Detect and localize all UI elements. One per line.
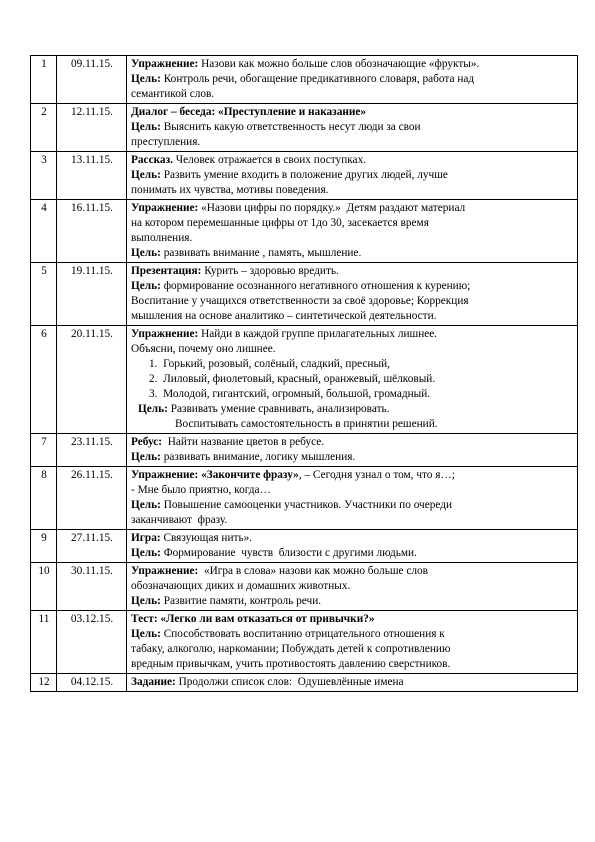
line-text: Формирование чувств близости с другими людьми. <box>160 547 417 559</box>
row-number: 11 <box>31 611 57 674</box>
row-date: 30.11.15. <box>57 563 127 611</box>
line-text: Человек отражается в своих поступках. <box>172 154 367 166</box>
description-line <box>131 216 574 231</box>
line-text: Назови как можно больше слов обозначающие «фрукты». <box>198 58 480 70</box>
description-line <box>131 579 574 594</box>
row-date: 20.11.15. <box>57 326 127 434</box>
description-line <box>131 642 574 657</box>
description-line <box>131 327 574 342</box>
description-line <box>131 264 574 279</box>
table-row <box>31 530 578 563</box>
description-line <box>131 657 574 672</box>
line-text: преступления. <box>131 136 201 148</box>
table-row <box>31 56 578 104</box>
description-line <box>131 246 574 261</box>
line-text: 1. Горький, розовый, солёный, сладкий, пресный, <box>149 358 390 370</box>
description-line <box>131 675 574 690</box>
description-line <box>131 402 574 417</box>
description-line <box>131 564 574 579</box>
description-line <box>131 468 574 483</box>
line-label: Цель: <box>131 121 161 133</box>
line-label: Цель: <box>138 403 168 415</box>
table-row <box>31 434 578 467</box>
row-number: 3 <box>31 152 57 200</box>
line-label: Цель: <box>131 499 161 511</box>
line-label: Задание: <box>131 676 176 688</box>
description-line <box>131 201 574 216</box>
line-text: развивать внимание , память, мышление. <box>160 247 362 259</box>
description-line <box>131 546 574 561</box>
table-row <box>31 200 578 263</box>
row-date: 13.11.15. <box>57 152 127 200</box>
table-row <box>31 104 578 152</box>
table-row <box>31 467 578 530</box>
row-description <box>127 530 578 563</box>
line-label: Цель: <box>131 169 161 181</box>
row-number: 6 <box>31 326 57 434</box>
line-label: Ребус: <box>131 436 163 448</box>
line-label: Цель: <box>131 547 161 559</box>
line-text: Найти название цветов в ребусе. <box>162 436 325 448</box>
lesson-plan-body <box>31 56 578 692</box>
table-row <box>31 263 578 326</box>
row-description <box>127 152 578 200</box>
line-label: Презентация: <box>131 265 202 277</box>
line-text: Связующая нить». <box>160 532 253 544</box>
table-row <box>31 326 578 434</box>
lesson-plan-table <box>30 55 578 692</box>
line-text: Контроль речи, обогащение предикативного словаря, работа над <box>160 73 475 85</box>
line-label: Цель: <box>131 451 161 463</box>
description-line <box>131 57 574 72</box>
description-line <box>131 183 574 198</box>
description-line <box>131 342 574 357</box>
table-row <box>31 152 578 200</box>
line-label: Упражнение: «Закончите фразу» <box>131 469 299 481</box>
line-text: Развить умение входить в положение других людей, лучше <box>160 169 448 181</box>
line-text: Воспитывать самостоятельность в принятии решений. <box>175 418 438 430</box>
row-number: 5 <box>31 263 57 326</box>
row-description <box>127 467 578 530</box>
description-line <box>131 513 574 528</box>
description-line <box>131 135 574 150</box>
row-number: 1 <box>31 56 57 104</box>
description-line <box>131 168 574 183</box>
line-text: «Назови цифры по порядку.» Детям раздают материал <box>198 202 466 214</box>
row-description <box>127 326 578 434</box>
description-line <box>131 120 574 135</box>
line-label: Упражнение: <box>131 565 199 577</box>
row-date: 19.11.15. <box>57 263 127 326</box>
line-text: Повышение самооценки участников. Участники по очереди <box>160 499 453 511</box>
description-line <box>131 279 574 294</box>
line-label: Цель: <box>131 247 161 259</box>
line-text: Найди в каждой группе прилагательных лишнее. <box>198 328 438 340</box>
line-text: Развитие памяти, контроль речи. <box>160 595 322 607</box>
line-text: Воспитание у учащихся ответственности за своё здоровье; Коррекция <box>131 295 469 307</box>
description-line <box>131 372 574 387</box>
line-label: Тест: «Легко ли вам отказаться от привычки?» <box>131 613 375 625</box>
description-line <box>131 294 574 309</box>
row-description <box>127 104 578 152</box>
line-text: Развивать умение сравнивать, анализировать. <box>167 403 390 415</box>
line-text: Объясни, почему оно лишнее. <box>131 343 276 355</box>
line-label: Упражнение: <box>131 58 199 70</box>
line-text: табаку, алкоголю, наркомании; Побуждать детей к сопротивлению <box>131 643 451 655</box>
description-line <box>131 231 574 246</box>
description-line <box>131 531 574 546</box>
description-line <box>131 153 574 168</box>
description-line <box>131 483 574 498</box>
line-text: на котором перемешанные цифры от 1до 30, засекается время <box>131 217 429 229</box>
line-label: Диалог – беседа: «Преступление и наказание» <box>131 106 367 118</box>
description-line <box>131 417 574 432</box>
description-line <box>131 435 574 450</box>
row-number: 7 <box>31 434 57 467</box>
line-text: выполнения. <box>131 232 193 244</box>
row-date: 27.11.15. <box>57 530 127 563</box>
row-date: 12.11.15. <box>57 104 127 152</box>
line-text: - Мне было приятно, когда… <box>131 484 271 496</box>
table-row <box>31 563 578 611</box>
line-text: развивать внимание, логику мышления. <box>160 451 356 463</box>
line-text: Способствовать воспитанию отрицательного отношения к <box>160 628 445 640</box>
row-date: 26.11.15. <box>57 467 127 530</box>
row-description <box>127 434 578 467</box>
line-text: , – Сегодня узнал о том, что я…; <box>298 469 455 481</box>
description-line <box>131 72 574 87</box>
table-row <box>31 674 578 692</box>
description-line <box>131 87 574 102</box>
description-line <box>131 309 574 324</box>
line-label: Цель: <box>131 628 161 640</box>
line-text: семантикой слов. <box>131 88 215 100</box>
row-number: 12 <box>31 674 57 692</box>
line-text: 2. Лиловый, фиолетовый, красный, оранжевый, шёлковый. <box>149 373 436 385</box>
line-text: вредным привычкам, учить противостоять давлению сверстников. <box>131 658 451 670</box>
row-date: 04.12.15. <box>57 674 127 692</box>
line-text: понимать их чувства, мотивы поведения. <box>131 184 329 196</box>
row-number: 2 <box>31 104 57 152</box>
line-label: Цель: <box>131 73 161 85</box>
row-number: 9 <box>31 530 57 563</box>
row-description <box>127 674 578 692</box>
line-text: заканчивают фразу. <box>131 514 228 526</box>
description-line <box>131 498 574 513</box>
line-text: формирование осознанного негативного отношения к курению; <box>160 280 471 292</box>
description-line <box>131 612 574 627</box>
line-text: Курить – здоровью вредить. <box>201 265 339 277</box>
description-line <box>131 105 574 120</box>
row-date: 16.11.15. <box>57 200 127 263</box>
row-number: 10 <box>31 563 57 611</box>
row-number: 8 <box>31 467 57 530</box>
row-description <box>127 263 578 326</box>
line-text: «Игра в слова» назови как можно больше слов <box>198 565 429 577</box>
description-line <box>131 627 574 642</box>
line-text: Продолжи список слов: Одушевлённые имена <box>175 676 404 688</box>
row-description <box>127 200 578 263</box>
line-label: Упражнение: <box>131 328 199 340</box>
line-text: мышления на основе аналитико – синтетической деятельности. <box>131 310 437 322</box>
line-label: Упражнение: <box>131 202 199 214</box>
row-date: 23.11.15. <box>57 434 127 467</box>
line-text: 3. Молодой, гигантский, огромный, большой, громадный. <box>149 388 431 400</box>
row-description <box>127 611 578 674</box>
row-date: 09.11.15. <box>57 56 127 104</box>
line-label: Цель: <box>131 280 161 292</box>
row-description <box>127 56 578 104</box>
table-row <box>31 611 578 674</box>
row-description <box>127 563 578 611</box>
description-line <box>131 594 574 609</box>
row-date: 03.12.15. <box>57 611 127 674</box>
line-label: Цель: <box>131 595 161 607</box>
description-line <box>131 450 574 465</box>
description-line <box>131 387 574 402</box>
line-label: Игра: <box>131 532 161 544</box>
row-number: 4 <box>31 200 57 263</box>
line-text: Выяснить какую ответственность несут люди за свои <box>160 121 421 133</box>
description-line <box>131 357 574 372</box>
line-text: обозначающих диких и домашних животных. <box>131 580 351 592</box>
line-label: Рассказ. <box>131 154 173 166</box>
